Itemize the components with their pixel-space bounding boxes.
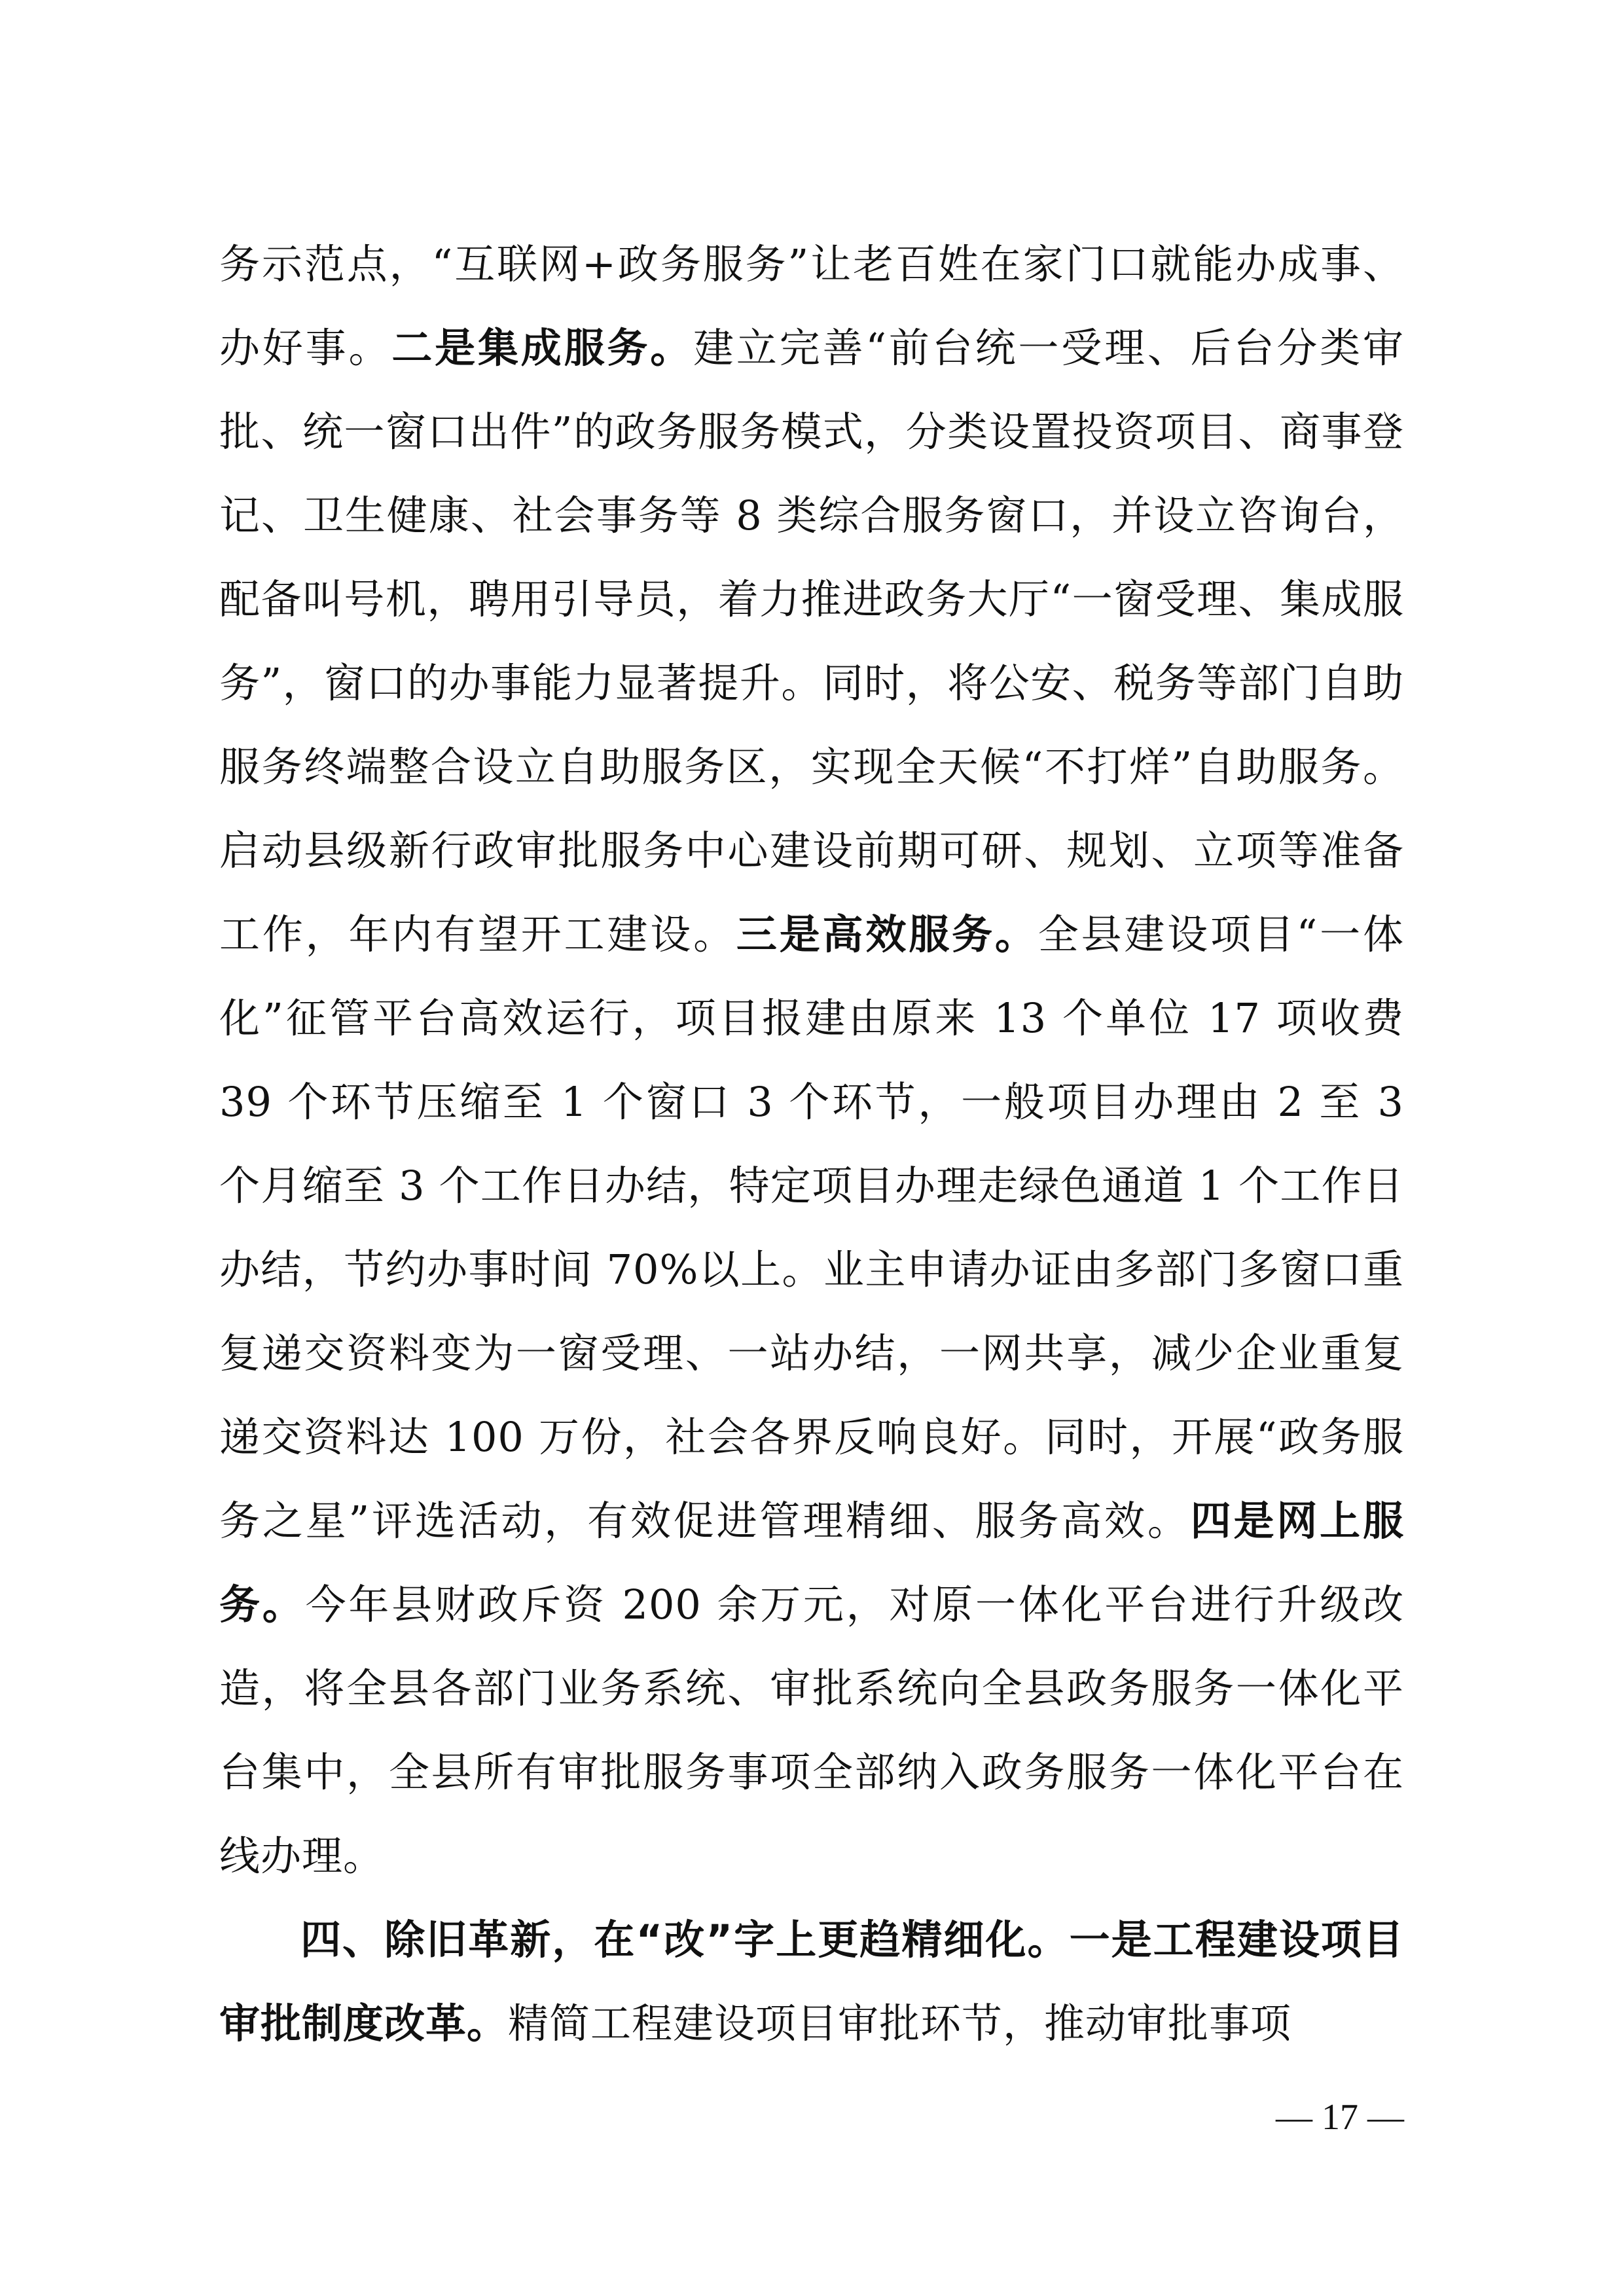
paragraph-2 [219, 1898, 1404, 2066]
section-heading-4: 四、除旧革新，在“改”字上更趋精细化。一是工程建设项目审批制度改革。 [219, 1916, 1404, 2047]
page-number: — 17 — [1276, 2097, 1404, 2138]
paragraph-1-run-5: 全县建设项目“一体化”征管平台高效运行，项目报建由原来 13 个单位 17 项收费 39 个环节压缩至 1 个窗口 3 个环节，一般项目办理由 2 至 3 个月缩至 3 个工作日办结，特定项目办理走绿色通道 1 个工作日办结，节约办事时间 70%以上。业主申请办证由多部门多窗口重复递交资料变为一窗受理、一站办结，一网共享，减少企业重复递交资料达 100 万份，社会各界反响良好。同时，开展“政务服务之星”评选活动，有效促进管理精细、服务高效。 [219, 910, 1404, 1545]
body-text [219, 223, 1404, 2066]
paragraph-1-heading-2: 二是集成服务。 [391, 324, 694, 372]
paragraph-1-run-7: 今年县财政斥资 200 余万元，对原一体化平台进行升级改造，将全县各部门业务系统、审批系统向全县政务服务一体化平台集中，全县所有审批服务事项全部纳入政务服务一体化平台在线办理。 [219, 1581, 1404, 1880]
paragraph-2-run-2: 精简工程建设项目审批环节，推动审批事项 [508, 2000, 1292, 2047]
paragraph-1 [219, 223, 1404, 1898]
paragraph-1-run-3: 建立完善“前台统一受理、后台分类审批、统一窗口出件”的政务服务模式，分类设置投资项目、商事登记、卫生健康、社会事务等 8 类综合服务窗口，并设立咨询台，配备叫号机，聘用引导员，着力推进政务大厅“一窗受理、集成服务”，窗口的办事能力显著提升。同时，将公安、税务等部门自助服务终端整合设立自助服务区，实现全天候“不打烊”自助服务。启动县级新行政审批服务中心建设前期可研、规划、立项等准备工作，年内有望开工建设。 [219, 324, 1404, 958]
paragraph-1-run-1: 务示范点，“互联网+政务服务”让老百姓在家门口就能办成事、办好事。 [219, 240, 1404, 372]
paragraph-1-heading-4: 四是网上服务。 [219, 1497, 1404, 1628]
paragraph-1-heading-3: 三是高效服务。 [736, 910, 1038, 958]
